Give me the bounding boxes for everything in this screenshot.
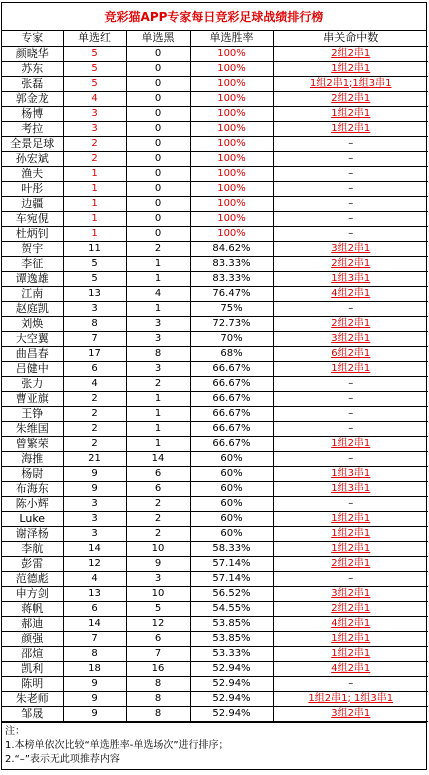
expert-name-cell: 邹晟 (2, 706, 63, 721)
table-row (2, 376, 428, 391)
parlay-hits-cell: 1组2串1 (273, 121, 428, 136)
table-row (2, 331, 428, 346)
single-black-cell: 2 (126, 496, 190, 511)
table-row (2, 151, 428, 166)
table-body (2, 46, 428, 721)
win-rate-cell: 52.94% (190, 661, 273, 676)
win-rate-cell: 53.85% (190, 631, 273, 646)
single-red-cell: 4 (63, 376, 126, 391)
parlay-hits-cell: 1组2串1 (273, 541, 428, 556)
table-row (2, 91, 428, 106)
win-rate-cell: 53.85% (190, 616, 273, 631)
parlay-hits-cell: – (273, 451, 428, 466)
table-row (2, 616, 428, 631)
expert-name-cell: 郝迪 (2, 616, 63, 631)
expert-name-cell: 张磊 (2, 76, 63, 91)
parlay-hits-cell: – (273, 151, 428, 166)
table-row (2, 601, 428, 616)
win-rate-cell: 57.14% (190, 571, 273, 586)
table-row (2, 256, 428, 271)
win-rate-cell: 66.67% (190, 421, 273, 436)
parlay-hits-cell: 2组2串1 (273, 256, 428, 271)
note-item: 2.“–”表示无此项推荐内容 (5, 753, 120, 765)
single-red-cell: 2 (63, 151, 126, 166)
win-rate-cell: 100% (190, 196, 273, 211)
single-black-cell: 2 (126, 526, 190, 541)
ranking-table (2, 31, 428, 722)
expert-name-cell: 苏东 (2, 61, 63, 76)
single-red-cell: 7 (63, 631, 126, 646)
single-black-cell: 0 (126, 91, 190, 106)
single-black-cell: 0 (126, 226, 190, 241)
single-black-cell: 0 (126, 136, 190, 151)
table-row (2, 211, 428, 226)
expert-name-cell: 邵煊 (2, 646, 63, 661)
single-black-cell: 1 (126, 301, 190, 316)
parlay-hits-cell: – (273, 181, 428, 196)
parlay-hits-cell: 2组2串1 (273, 556, 428, 571)
single-red-cell: 2 (63, 406, 126, 421)
single-red-cell: 3 (63, 301, 126, 316)
single-red-cell: 17 (63, 346, 126, 361)
win-rate-cell: 52.94% (190, 706, 273, 721)
win-rate-cell: 52.94% (190, 676, 273, 691)
win-rate-cell: 100% (190, 166, 273, 181)
expert-name-cell: 赵庭凯 (2, 301, 63, 316)
single-red-cell: 11 (63, 241, 126, 256)
single-red-cell: 13 (63, 586, 126, 601)
parlay-hits-cell: – (273, 301, 428, 316)
single-red-cell: 3 (63, 106, 126, 121)
single-black-cell: 10 (126, 586, 190, 601)
parlay-hits-cell: 6组2串1 (273, 346, 428, 361)
win-rate-cell: 100% (190, 151, 273, 166)
single-black-cell: 1 (126, 436, 190, 451)
expert-name-cell: 布海东 (2, 481, 63, 496)
single-black-cell: 0 (126, 121, 190, 136)
table-row (2, 286, 428, 301)
expert-name-cell: 车宛俔 (2, 211, 63, 226)
expert-name-cell: 张力 (2, 376, 63, 391)
single-red-cell: 9 (63, 676, 126, 691)
single-black-cell: 0 (126, 76, 190, 91)
win-rate-cell: 52.94% (190, 691, 273, 706)
expert-name-cell: 叶彤 (2, 181, 63, 196)
expert-name-cell: 谭逸雄 (2, 271, 63, 286)
single-black-cell: 16 (126, 661, 190, 676)
notes-heading: 注： (5, 725, 25, 737)
single-red-cell: 3 (63, 511, 126, 526)
win-rate-cell: 76.47% (190, 286, 273, 301)
win-rate-cell: 100% (190, 121, 273, 136)
parlay-hits-cell: 1组2串1 (273, 646, 428, 661)
single-black-cell: 0 (126, 211, 190, 226)
expert-name-cell: 曹亚旗 (2, 391, 63, 406)
table-row (2, 196, 428, 211)
ranking-sheet (1, 2, 427, 770)
single-black-cell: 0 (126, 166, 190, 181)
expert-name-cell: 谢泽杨 (2, 526, 63, 541)
expert-name-cell: 朱老师 (2, 691, 63, 706)
parlay-hits-cell: 1组2串1 (273, 61, 428, 76)
win-rate-cell: 72.73% (190, 316, 273, 331)
table-row (2, 541, 428, 556)
win-rate-cell: 60% (190, 511, 273, 526)
single-red-cell: 8 (63, 646, 126, 661)
table-row (2, 436, 428, 451)
header-single-red: 单选红 (63, 31, 126, 46)
parlay-hits-cell: 4组2串1 (273, 616, 428, 631)
single-red-cell: 3 (63, 121, 126, 136)
single-black-cell: 1 (126, 406, 190, 421)
table-row (2, 241, 428, 256)
table-row (2, 481, 428, 496)
expert-name-cell: 曾繁荣 (2, 436, 63, 451)
expert-name-cell: 颜晓华 (2, 46, 63, 61)
table-row (2, 406, 428, 421)
parlay-hits-cell: 1组3串1 (273, 481, 428, 496)
expert-name-cell: 陈小辉 (2, 496, 63, 511)
expert-name-cell: 曲昌春 (2, 346, 63, 361)
header-parlay-hits: 串关命中数 (273, 31, 428, 46)
single-red-cell: 2 (63, 421, 126, 436)
parlay-hits-cell: 1组3串1 (273, 466, 428, 481)
table-header-row (2, 31, 428, 46)
single-black-cell: 1 (126, 391, 190, 406)
parlay-hits-cell: 4组2串1 (273, 286, 428, 301)
table-row (2, 361, 428, 376)
single-black-cell: 7 (126, 646, 190, 661)
win-rate-cell: 75% (190, 301, 273, 316)
single-red-cell: 3 (63, 496, 126, 511)
parlay-hits-cell: – (273, 196, 428, 211)
win-rate-cell: 60% (190, 451, 273, 466)
single-red-cell: 1 (63, 211, 126, 226)
parlay-hits-cell: 3组2串1 (273, 586, 428, 601)
win-rate-cell: 100% (190, 46, 273, 61)
single-black-cell: 3 (126, 331, 190, 346)
table-row (2, 301, 428, 316)
single-black-cell: 8 (126, 691, 190, 706)
single-red-cell: 8 (63, 316, 126, 331)
single-black-cell: 5 (126, 601, 190, 616)
expert-name-cell: 杨尉 (2, 466, 63, 481)
win-rate-cell: 100% (190, 181, 273, 196)
single-red-cell: 9 (63, 706, 126, 721)
single-black-cell: 12 (126, 616, 190, 631)
expert-name-cell: 陈明 (2, 676, 63, 691)
parlay-hits-cell: 2组2串1 (273, 91, 428, 106)
win-rate-cell: 100% (190, 91, 273, 106)
win-rate-cell: 84.62% (190, 241, 273, 256)
single-red-cell: 5 (63, 256, 126, 271)
parlay-hits-cell: 2组2串1 (273, 46, 428, 61)
parlay-hits-cell: – (273, 391, 428, 406)
parlay-hits-cell: 3组2串1 (273, 241, 428, 256)
parlay-hits-cell: – (273, 421, 428, 436)
parlay-hits-cell: 1组2串1;1组3串1 (273, 76, 428, 91)
win-rate-cell: 70% (190, 331, 273, 346)
win-rate-cell: 66.67% (190, 361, 273, 376)
win-rate-cell: 66.67% (190, 406, 273, 421)
win-rate-cell: 66.67% (190, 436, 273, 451)
win-rate-cell: 60% (190, 496, 273, 511)
expert-name-cell: 吕健中 (2, 361, 63, 376)
win-rate-cell: 100% (190, 106, 273, 121)
single-red-cell: 1 (63, 181, 126, 196)
table-row (2, 106, 428, 121)
table-row (2, 661, 428, 676)
single-red-cell: 2 (63, 391, 126, 406)
notes (2, 722, 426, 769)
single-black-cell: 0 (126, 181, 190, 196)
note-item: 1.本榜单依次比较“单选胜率-单选场次”进行排序； (5, 739, 229, 751)
win-rate-cell: 66.67% (190, 376, 273, 391)
table-row (2, 676, 428, 691)
single-red-cell: 14 (63, 616, 126, 631)
single-black-cell: 0 (126, 106, 190, 121)
single-red-cell: 5 (63, 46, 126, 61)
single-red-cell: 9 (63, 481, 126, 496)
single-red-cell: 1 (63, 226, 126, 241)
expert-name-cell: 孙宏斌 (2, 151, 63, 166)
header-expert: 专家 (2, 31, 63, 46)
expert-name-cell: 贺宇 (2, 241, 63, 256)
win-rate-cell: 100% (190, 136, 273, 151)
table-row (2, 226, 428, 241)
single-black-cell: 3 (126, 316, 190, 331)
table-row (2, 571, 428, 586)
expert-name-cell: 范德彪 (2, 571, 63, 586)
win-rate-cell: 53.33% (190, 646, 273, 661)
single-black-cell: 0 (126, 61, 190, 76)
single-red-cell: 21 (63, 451, 126, 466)
table-row (2, 271, 428, 286)
parlay-hits-cell: – (273, 226, 428, 241)
single-black-cell: 2 (126, 511, 190, 526)
single-black-cell: 10 (126, 541, 190, 556)
parlay-hits-cell: 1组2串1 (273, 631, 428, 646)
table-row (2, 451, 428, 466)
single-black-cell: 1 (126, 256, 190, 271)
single-red-cell: 3 (63, 526, 126, 541)
table-row (2, 466, 428, 481)
expert-name-cell: 杜炳钊 (2, 226, 63, 241)
table-row (2, 706, 428, 721)
table-row (2, 346, 428, 361)
expert-name-cell: 大空翼 (2, 331, 63, 346)
expert-name-cell: 郭金龙 (2, 91, 63, 106)
win-rate-cell: 83.33% (190, 256, 273, 271)
single-red-cell: 7 (63, 331, 126, 346)
single-red-cell: 9 (63, 691, 126, 706)
single-black-cell: 8 (126, 706, 190, 721)
parlay-hits-cell: 1组2串1 (273, 436, 428, 451)
expert-name-cell: Luke (2, 511, 63, 526)
single-black-cell: 4 (126, 286, 190, 301)
expert-name-cell: 李征 (2, 256, 63, 271)
single-black-cell: 14 (126, 451, 190, 466)
parlay-hits-cell: – (273, 571, 428, 586)
single-red-cell: 2 (63, 436, 126, 451)
parlay-hits-cell: – (273, 496, 428, 511)
table-row (2, 646, 428, 661)
parlay-hits-cell: 2组2串1 (273, 601, 428, 616)
parlay-hits-cell: – (273, 676, 428, 691)
single-red-cell: 18 (63, 661, 126, 676)
table-row (2, 421, 428, 436)
parlay-hits-cell: 1组2串1 (273, 106, 428, 121)
header-single-black: 单选黑 (126, 31, 190, 46)
expert-name-cell: 渔夫 (2, 166, 63, 181)
parlay-hits-cell: 4组2串1 (273, 661, 428, 676)
single-black-cell: 1 (126, 421, 190, 436)
single-black-cell: 9 (126, 556, 190, 571)
single-black-cell: 3 (126, 361, 190, 376)
table-row (2, 46, 428, 61)
single-black-cell: 6 (126, 466, 190, 481)
single-black-cell: 0 (126, 46, 190, 61)
expert-name-cell: 考拉 (2, 121, 63, 136)
parlay-hits-cell: 1组2串1 (273, 361, 428, 376)
win-rate-cell: 100% (190, 211, 273, 226)
expert-name-cell: 王铮 (2, 406, 63, 421)
single-red-cell: 1 (63, 196, 126, 211)
win-rate-cell: 58.33% (190, 541, 273, 556)
single-red-cell: 9 (63, 466, 126, 481)
single-black-cell: 0 (126, 151, 190, 166)
expert-name-cell: 申方剑 (2, 586, 63, 601)
single-red-cell: 4 (63, 571, 126, 586)
parlay-hits-cell: 1组3串1 (273, 271, 428, 286)
parlay-hits-cell: – (273, 211, 428, 226)
single-red-cell: 5 (63, 61, 126, 76)
expert-name-cell: 蒋帆 (2, 601, 63, 616)
parlay-hits-cell: 3组2串1 (273, 331, 428, 346)
single-black-cell: 8 (126, 676, 190, 691)
table-row (2, 631, 428, 646)
table-row (2, 691, 428, 706)
win-rate-cell: 100% (190, 61, 273, 76)
header-win-rate: 单选胜率 (190, 31, 273, 46)
page-title: 竞彩猫APP专家每日竞彩足球战绩排行榜 (2, 3, 426, 31)
expert-name-cell: 边疆 (2, 196, 63, 211)
single-red-cell: 13 (63, 286, 126, 301)
parlay-hits-cell: 1组2串1 (273, 511, 428, 526)
single-red-cell: 5 (63, 76, 126, 91)
single-black-cell: 8 (126, 346, 190, 361)
table-row (2, 166, 428, 181)
single-black-cell: 6 (126, 481, 190, 496)
expert-name-cell: 凯利 (2, 661, 63, 676)
parlay-hits-cell: – (273, 136, 428, 151)
table-row (2, 136, 428, 151)
table-row (2, 496, 428, 511)
single-black-cell: 3 (126, 571, 190, 586)
single-red-cell: 2 (63, 136, 126, 151)
win-rate-cell: 100% (190, 226, 273, 241)
expert-name-cell: 颜强 (2, 631, 63, 646)
table-row (2, 121, 428, 136)
expert-name-cell: 江南 (2, 286, 63, 301)
win-rate-cell: 60% (190, 526, 273, 541)
table-row (2, 61, 428, 76)
parlay-hits-cell: 1组2串1; 1组3串1 (273, 691, 428, 706)
parlay-hits-cell: – (273, 376, 428, 391)
expert-name-cell: 朱维国 (2, 421, 63, 436)
table-row (2, 391, 428, 406)
win-rate-cell: 100% (190, 76, 273, 91)
win-rate-cell: 83.33% (190, 271, 273, 286)
table-row (2, 181, 428, 196)
win-rate-cell: 56.52% (190, 586, 273, 601)
expert-name-cell: 杨博 (2, 106, 63, 121)
single-red-cell: 6 (63, 361, 126, 376)
parlay-hits-cell: – (273, 406, 428, 421)
win-rate-cell: 54.55% (190, 601, 273, 616)
expert-name-cell: 李航 (2, 541, 63, 556)
parlay-hits-cell: – (273, 166, 428, 181)
parlay-hits-cell: 3组2串1 (273, 706, 428, 721)
single-red-cell: 4 (63, 91, 126, 106)
single-red-cell: 14 (63, 541, 126, 556)
table-row (2, 316, 428, 331)
expert-name-cell: 全景足球 (2, 136, 63, 151)
table-row (2, 586, 428, 601)
win-rate-cell: 57.14% (190, 556, 273, 571)
single-black-cell: 2 (126, 241, 190, 256)
table-row (2, 556, 428, 571)
single-red-cell: 6 (63, 601, 126, 616)
single-black-cell: 2 (126, 376, 190, 391)
win-rate-cell: 68% (190, 346, 273, 361)
single-black-cell: 1 (126, 271, 190, 286)
expert-name-cell: 海推 (2, 451, 63, 466)
win-rate-cell: 60% (190, 466, 273, 481)
win-rate-cell: 66.67% (190, 391, 273, 406)
win-rate-cell: 60% (190, 481, 273, 496)
single-red-cell: 5 (63, 271, 126, 286)
single-black-cell: 6 (126, 631, 190, 646)
single-red-cell: 1 (63, 166, 126, 181)
parlay-hits-cell: 2组2串1 (273, 316, 428, 331)
table-row (2, 511, 428, 526)
expert-name-cell: 彭雷 (2, 556, 63, 571)
table-row (2, 526, 428, 541)
parlay-hits-cell: 1组2串1 (273, 526, 428, 541)
expert-name-cell: 刘焕 (2, 316, 63, 331)
single-red-cell: 12 (63, 556, 126, 571)
single-black-cell: 0 (126, 196, 190, 211)
table-row (2, 76, 428, 91)
